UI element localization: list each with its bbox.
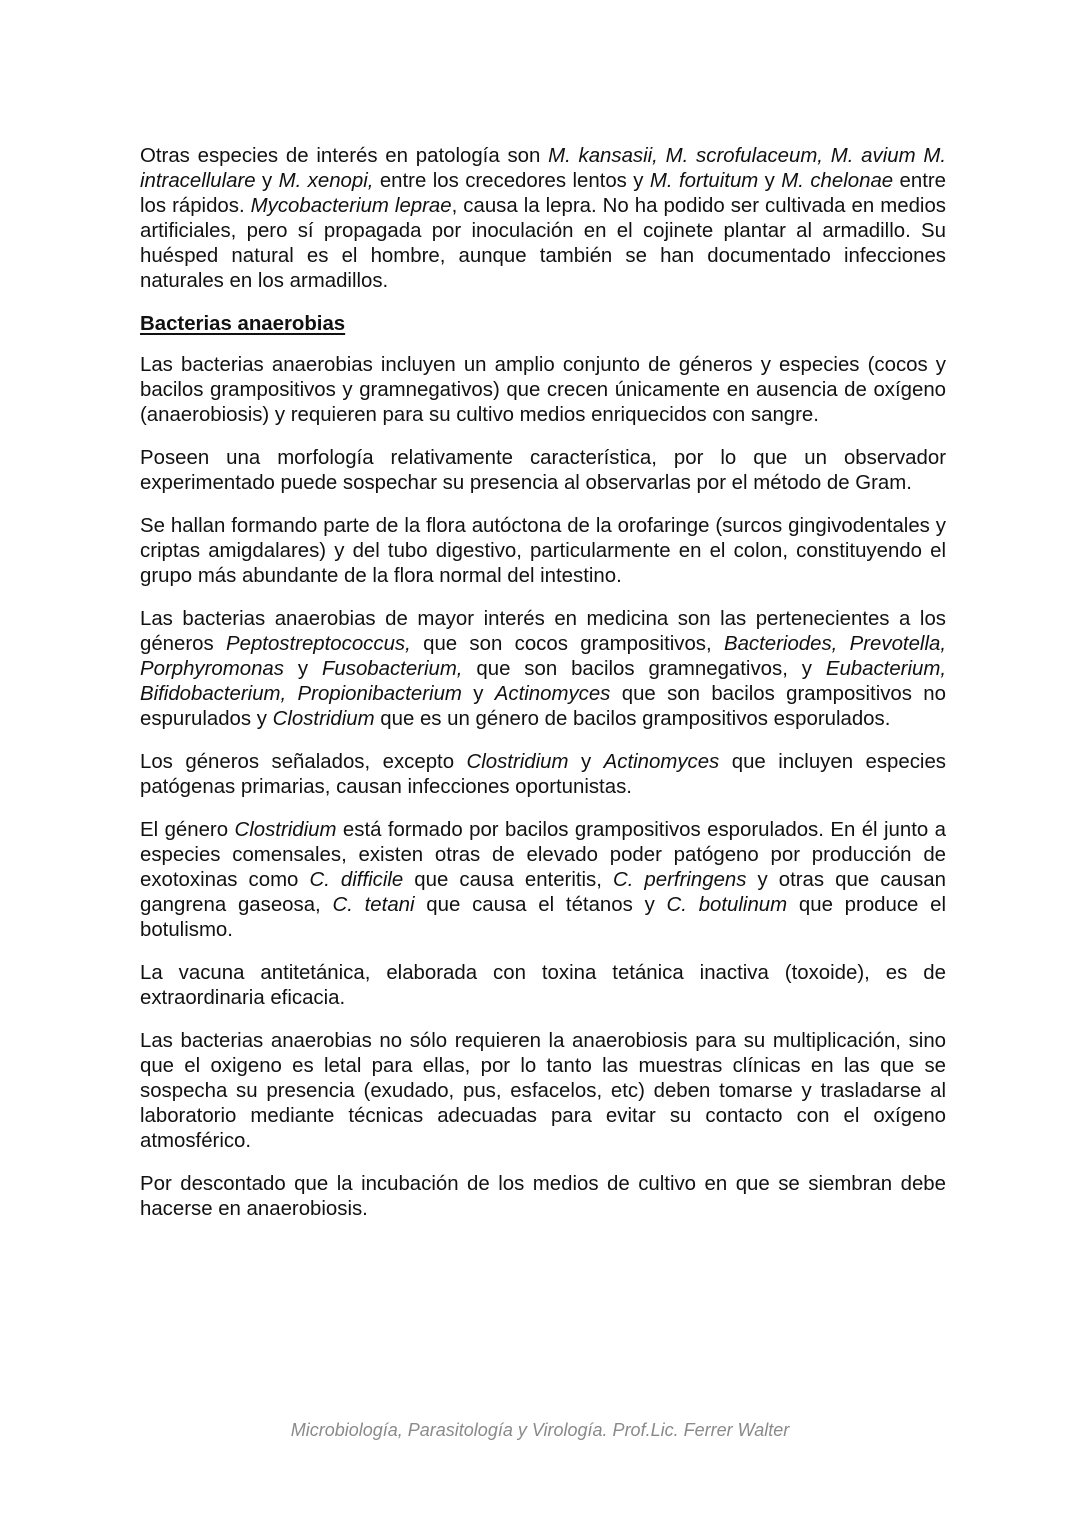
text-segment: entre los crecedores lentos y (373, 170, 650, 192)
text-segment: que causa enteritis, (403, 869, 613, 891)
text-segment: La vacuna antitetánica, elaborada con toxina tetánica inactiva (toxoide), es de extraordinaria eficacia. (140, 962, 946, 1009)
paragraph (140, 144, 946, 294)
text-segment: y otras que causan gangrena gaseosa, (140, 869, 946, 916)
page-footer: Microbiología, Parasitología y Virología. Prof.Lic. Ferrer Walter (290, 1420, 790, 1440)
section-heading: Bacterias anaerobias (140, 313, 346, 335)
text-segment: Otras especies de interés en patología son (140, 145, 549, 167)
text-segment: está formado por bacilos grampositivos esporulados. En él junto a especies comensales, existen otras de elevado poder patógeno por producción de exotoxinas como (140, 819, 947, 891)
text-segment: que causa el tétanos y (414, 894, 667, 916)
italic-text-segment: Actinomyces (603, 751, 720, 773)
text-segment: Se hallan formando parte de la flora autóctona de la orofaringe (surcos gingivodentales y criptas amigdalares) y del tubo digestivo, particularmente en el colon, constituyendo el grupo más abundante de la flora normal del intestino. (140, 515, 946, 587)
italic-text-segment: M. kansasii, M. scrofulaceum, M. avium M. intracellulare (140, 145, 946, 192)
text-segment: y (461, 683, 495, 705)
section-body (140, 353, 946, 1222)
text-segment: y (758, 170, 782, 192)
paragraph (140, 1029, 946, 1154)
text-segment: Por descontado que la incubación de los medios de cultivo en que se siembran debe hacerse en anaerobiosis. (140, 1173, 946, 1220)
paragraph (140, 818, 946, 943)
italic-text-segment: C. botulinum (666, 894, 788, 916)
text-segment: El género (140, 819, 235, 841)
text-segment: , causa la lepra. No ha podido ser cultivada en medios artificiales, pero sí propagada por inoculación en el cojinete plantar al armadillo. Su huésped natural es el hombre, aunque también se han documentado infecciones naturales en los armadillos. (140, 195, 946, 292)
paragraph (140, 353, 946, 428)
italic-text-segment: Clostridium (272, 708, 375, 730)
italic-text-segment: Peptostreptococcus, (226, 633, 411, 655)
italic-text-segment: Eubacterium, Bifidobacterium, Propionibacterium (140, 658, 946, 705)
text-segment: Las bacterias anaerobias incluyen un amplio conjunto de géneros y especies (cocos y bacilos grampositivos y gramnegativos) que crecen únicamente en ausencia de oxígeno (anaerobiosis) y requieren para su cultivo medios enriquecidos con sangre. (140, 354, 946, 426)
paragraph (140, 1172, 946, 1222)
text-segment: Las bacterias anaerobias de mayor interés en medicina son las pertenecientes a los géneros (140, 608, 946, 655)
text-segment: que son bacilos grampositivos no espurulados y (140, 683, 946, 730)
italic-text-segment: M. xenopi, (278, 170, 374, 192)
text-segment: y (283, 658, 322, 680)
paragraph (140, 446, 946, 496)
text-segment: que produce el botulismo. (140, 894, 947, 941)
text-segment: y (568, 751, 604, 773)
paragraph (140, 514, 946, 589)
text-segment: Los géneros señalados, excepto (140, 751, 467, 773)
text-segment: que es un género de bacilos grampositivos esporulados. (374, 708, 891, 730)
italic-text-segment: C. difficile (309, 869, 404, 891)
text-segment: y (255, 170, 279, 192)
text-segment: que incluyen especies patógenas primarias, causan infecciones oportunistas. (140, 751, 946, 798)
italic-text-segment: Actinomyces (494, 683, 611, 705)
paragraph (140, 607, 946, 732)
italic-text-segment: Clostridium (466, 751, 569, 773)
italic-text-segment: Clostridium (234, 819, 337, 841)
text-segment: Las bacterias anaerobias no sólo requieren la anaerobiosis para su multiplicación, sino que el oxigeno es letal para ellas, por lo tanto las muestras clínicas en las que se sospecha su presencia (exudado, pus, esfacelos, etc) deben tomarse y trasladarse al laboratorio mediante técnicas adecuadas para evitar su contacto con el oxígeno atmosférico. (140, 1030, 946, 1152)
text-segment: que son cocos grampositivos, (410, 633, 724, 655)
italic-text-segment: Fusobacterium, (321, 658, 463, 680)
text-segment: Poseen una morfología relativamente característica, por lo que un observador experimentado puede sospechar su presencia al observarlas por el método de Gram. (140, 447, 946, 494)
italic-text-segment: M. chelonae (781, 170, 894, 192)
text-segment: que son bacilos gramnegativos, y (462, 658, 826, 680)
italic-text-segment: Bacteriodes, Prevotella, Porphyromonas (140, 633, 946, 680)
intro-section (140, 144, 946, 294)
paragraph (140, 961, 946, 1011)
italic-text-segment: C. perfringens (612, 869, 747, 891)
italic-text-segment: Mycobacterium leprae (250, 195, 452, 217)
italic-text-segment: C. tetani (332, 894, 415, 916)
paragraph (140, 750, 946, 800)
document-page (140, 144, 946, 1240)
text-segment: entre los rápidos. (140, 170, 947, 217)
italic-text-segment: M. fortuitum (649, 170, 759, 192)
